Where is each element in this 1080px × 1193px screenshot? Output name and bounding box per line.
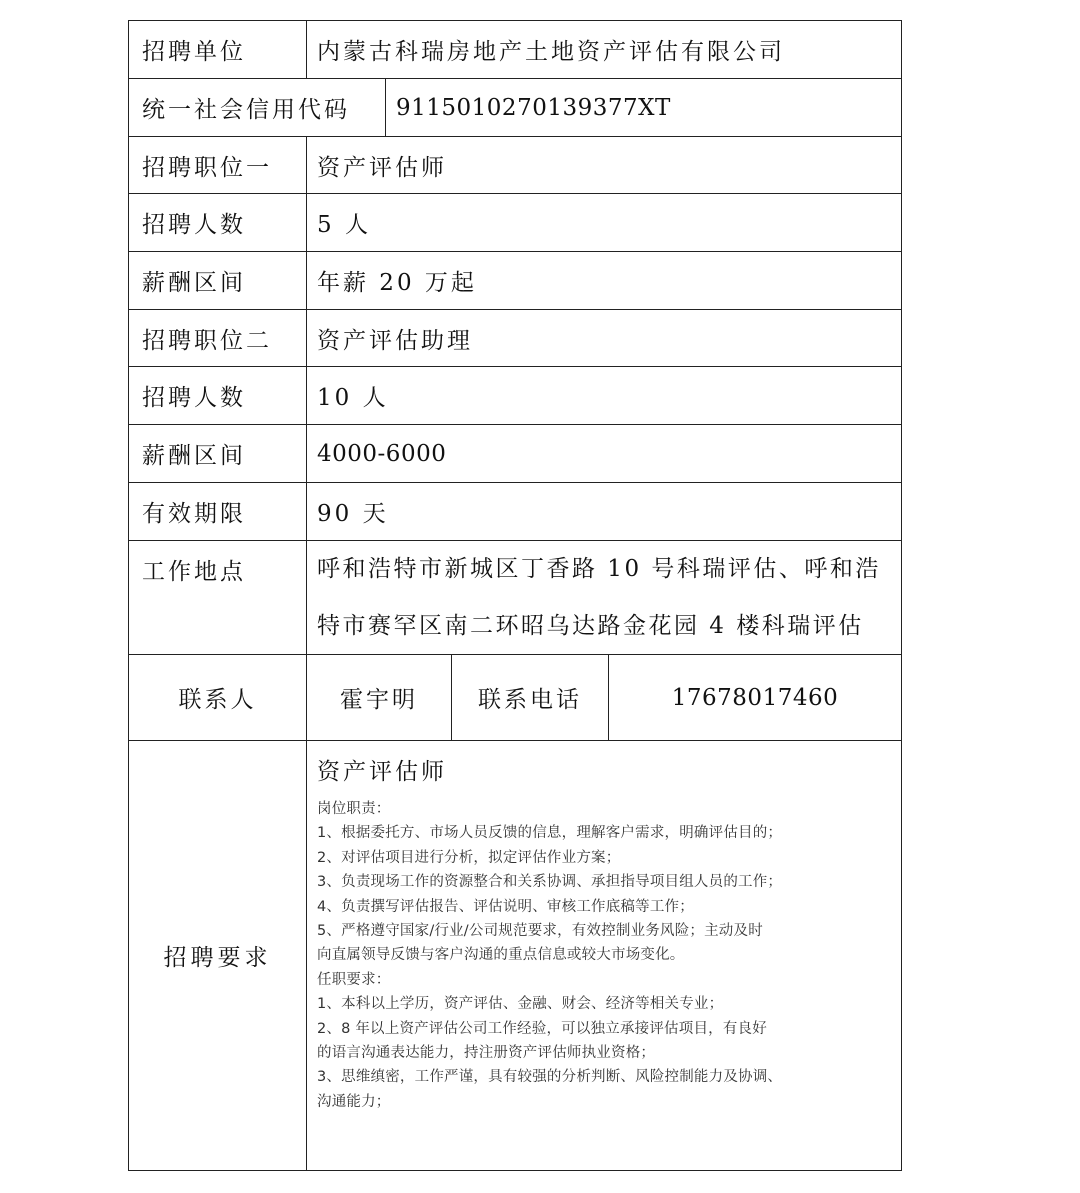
requirement-line: 向直属领导反馈与客户沟通的重点信息或较大市场变化。 xyxy=(317,947,685,964)
location-value xyxy=(307,541,901,654)
row-position1 xyxy=(129,137,901,194)
contact-phone-label: 联系电话 xyxy=(452,655,609,740)
position2-label: 招聘职位二 xyxy=(129,310,307,366)
row-location xyxy=(129,541,901,655)
requirements-title: 资产评估师 xyxy=(317,759,447,785)
row-headcount1 xyxy=(129,194,901,252)
requirement-line: 1、本科以上学历，资产评估、金融、财会、经济等相关专业； xyxy=(317,996,724,1013)
location-line-1: 呼和浩特市新城区丁香路 10 号科瑞评估、呼和浩 xyxy=(317,556,881,582)
credit-code-label: 统一社会信用代码 xyxy=(129,79,386,136)
contact-phone-value: 17678017460 xyxy=(671,684,839,711)
salary2-label: 薪酬区间 xyxy=(129,425,307,482)
location-label: 工作地点 xyxy=(129,541,307,654)
requirements-body xyxy=(307,741,901,1170)
validity-label: 有效期限 xyxy=(129,483,307,540)
row-validity xyxy=(129,483,901,541)
row-employer xyxy=(129,21,901,79)
salary1-label: 薪酬区间 xyxy=(129,252,307,309)
employer-value: 内蒙古科瑞房地产土地资产评估有限公司 xyxy=(317,39,785,65)
requirement-line: 4、负责撰写评估报告、评估说明、审核工作底稿等工作； xyxy=(317,898,694,915)
headcount2-label: 招聘人数 xyxy=(129,367,307,424)
position1-label: 招聘职位一 xyxy=(129,137,307,193)
salary2-value: 4000-6000 xyxy=(317,440,447,467)
credit-code-value: 9115010270139377XT xyxy=(396,94,671,121)
row-salary1 xyxy=(129,252,901,310)
requirements-label: 招聘要求 xyxy=(129,741,307,1170)
requirements-lines xyxy=(317,797,893,1114)
row-position2 xyxy=(129,310,901,367)
recruitment-table xyxy=(128,20,902,1171)
requirement-line: 3、思维缜密，工作严谨，具有较强的分析判断、风险控制能力及协调、 xyxy=(317,1069,783,1086)
requirement-line: 任职要求： xyxy=(317,971,391,988)
requirement-line: 1、根据委托方、市场人员反馈的信息，理解客户需求，明确评估目的； xyxy=(317,825,783,842)
headcount1-value: 5 人 xyxy=(317,212,371,238)
headcount2-value: 10 人 xyxy=(317,385,389,411)
contact-person-name: 霍宇明 xyxy=(307,655,452,740)
validity-value: 90 天 xyxy=(317,501,389,527)
headcount1-label: 招聘人数 xyxy=(129,194,307,251)
contact-person-label: 联系人 xyxy=(129,655,307,740)
requirement-line: 2、对评估项目进行分析，拟定评估作业方案； xyxy=(317,849,621,866)
row-salary2 xyxy=(129,425,901,483)
location-line-2: 特市赛罕区南二环昭乌达路金花园 4 楼科瑞评估 xyxy=(317,613,864,639)
requirement-line: 2、8 年以上资产评估公司工作经验，可以独立承接评估项目，有良好 xyxy=(317,1020,767,1037)
requirement-line: 3、负责现场工作的资源整合和关系协调、承担指导项目组人员的工作； xyxy=(317,874,783,891)
requirement-line: 的语言沟通表达能力，持注册资产评估师执业资格； xyxy=(317,1045,656,1062)
position1-value: 资产评估师 xyxy=(317,154,447,181)
requirement-line: 沟通能力； xyxy=(317,1093,391,1110)
employer-label: 招聘单位 xyxy=(129,21,307,78)
row-credit-code xyxy=(129,79,901,137)
salary1-value: 年薪 20 万起 xyxy=(317,270,477,296)
row-requirements xyxy=(129,741,901,1170)
requirement-line: 岗位职责： xyxy=(317,801,391,817)
row-headcount2 xyxy=(129,367,901,425)
row-contact xyxy=(129,655,901,741)
requirement-line: 5、严格遵守国家/行业/公司规范要求，有效控制业务风险；主动及时 xyxy=(317,923,763,940)
position2-value: 资产评估助理 xyxy=(317,327,473,354)
